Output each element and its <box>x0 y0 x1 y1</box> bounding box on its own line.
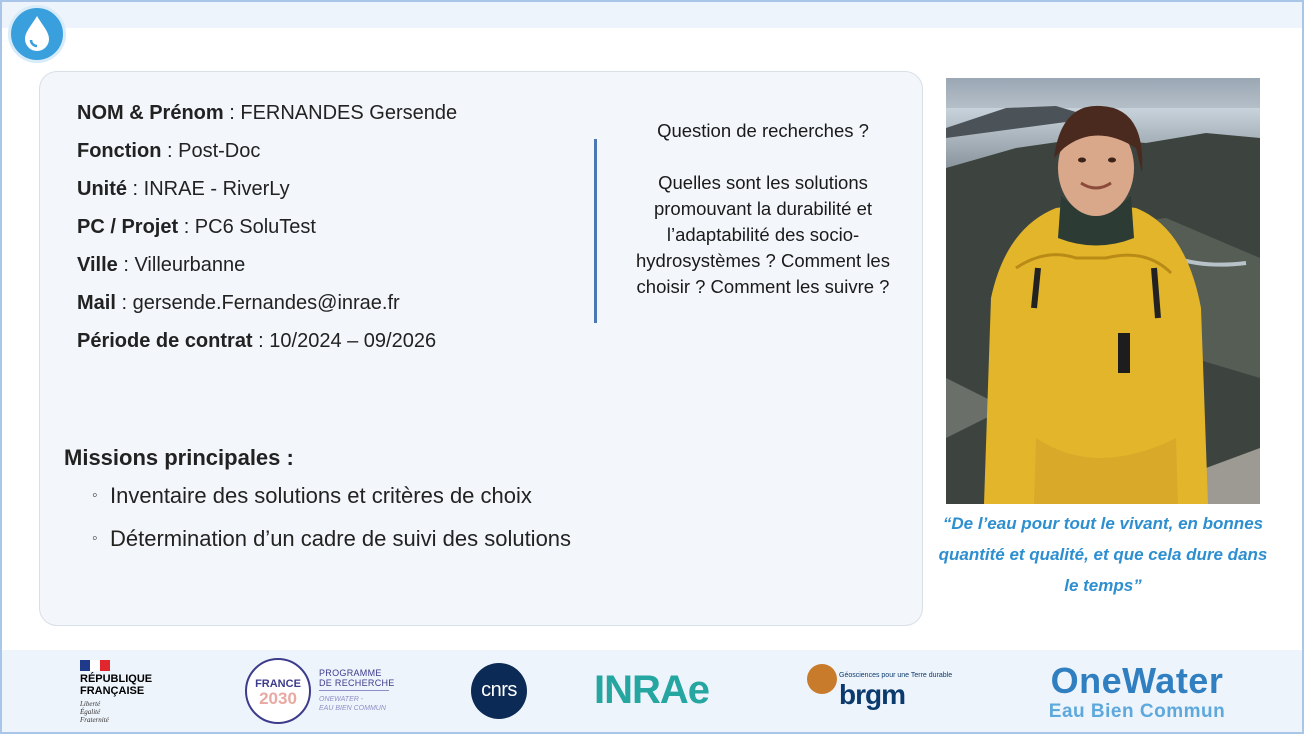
info-row-unite <box>77 170 577 208</box>
bullet-circle-icon: ◦ <box>92 530 98 547</box>
brgm-circle-icon <box>807 664 837 694</box>
brgm-tagline: Géosciences pour une Terre durable <box>839 672 953 679</box>
brgm-name: brgm <box>839 679 905 710</box>
cnrs-logo: cnrs <box>471 663 527 719</box>
f2030-program-line2: DE RECHERCHE <box>319 678 395 688</box>
missions-title: Missions principales : <box>64 445 294 470</box>
mission-text: Inventaire des solutions et critères de choix <box>110 483 532 508</box>
missions-section <box>64 442 664 560</box>
french-flag-icon <box>80 660 110 671</box>
f2030-sub <box>319 695 386 713</box>
info-value: : INRAE - RiverLy <box>127 178 290 200</box>
rf-motto-liberte: Liberté <box>80 700 101 708</box>
info-value: : PC6 SoluTest <box>178 216 316 238</box>
list-item <box>64 517 664 560</box>
info-row-fonction <box>77 132 577 170</box>
info-row-ville <box>77 246 577 284</box>
info-label: Mail <box>77 292 116 314</box>
onewater-logo <box>1032 660 1242 722</box>
info-label: NOM & Prénom <box>77 102 224 124</box>
mission-text: Détermination d’un cadre de suivi des solutions <box>110 526 572 551</box>
brgm-logo <box>807 664 967 722</box>
onewater-title: OneWater <box>1050 660 1224 701</box>
question-title: Question de recherches ? <box>657 120 869 141</box>
france-2030-badge <box>245 658 311 724</box>
profile-info <box>77 94 577 360</box>
f2030-top: FRANCE <box>255 678 301 690</box>
bullet-circle-icon: ◦ <box>92 487 98 504</box>
info-label: Période de contrat <box>77 330 253 352</box>
info-row-projet <box>77 208 577 246</box>
research-question <box>632 118 894 300</box>
info-value: : FERNANDES Gersende <box>223 102 458 124</box>
vertical-divider <box>594 139 597 323</box>
info-label: Fonction <box>77 140 162 162</box>
info-value: : gersende.Fernandes@inrae.fr <box>115 292 400 314</box>
f2030-divider <box>319 690 389 691</box>
inrae-logo: INRAe <box>594 668 710 712</box>
info-value: : 10/2024 – 09/2026 <box>252 330 437 352</box>
f2030-sub-line1: ONEWATER - <box>319 696 364 703</box>
quote-text: “De l’eau pour tout le vivant, en bonnes quantité et qualité, et que cela dure dans le temps” <box>938 514 1268 595</box>
f2030-sub-line2: EAU BIEN COMMUN <box>319 705 386 712</box>
question-body: Quelles sont les solutions promouvant la durabilité et l’adaptabilité des socio-hydrosystèmes ? Comment les choisir ? Comment les suivre ? <box>636 172 890 297</box>
f2030-year: 2030 <box>259 689 297 708</box>
rf-name-line1: RÉPUBLIQUE <box>80 673 153 685</box>
rf-motto-fraternite: Fraternité <box>80 716 109 724</box>
info-label: Unité <box>77 178 127 200</box>
profile-photo <box>946 78 1260 504</box>
rf-motto-egalite: Égalité <box>80 708 101 716</box>
info-label: PC / Projet <box>77 216 179 238</box>
info-value: : Villeurbanne <box>117 254 246 276</box>
onewater-drop-logo-icon <box>8 5 66 63</box>
rf-name-line2: FRANÇAISE <box>80 685 145 697</box>
f2030-program <box>319 668 395 688</box>
info-row-name <box>77 94 577 132</box>
info-row-periode <box>77 322 577 360</box>
f2030-program-line1: PROGRAMME <box>319 668 382 678</box>
info-value: : Post-Doc <box>161 140 261 162</box>
france-2030-logo <box>245 658 395 724</box>
onewater-subtitle: Eau Bien Commun <box>1048 701 1226 722</box>
info-label: Ville <box>77 254 118 276</box>
info-row-mail <box>77 284 577 322</box>
top-band <box>2 2 1302 28</box>
republique-francaise-logo <box>80 660 160 724</box>
list-item <box>64 474 664 517</box>
